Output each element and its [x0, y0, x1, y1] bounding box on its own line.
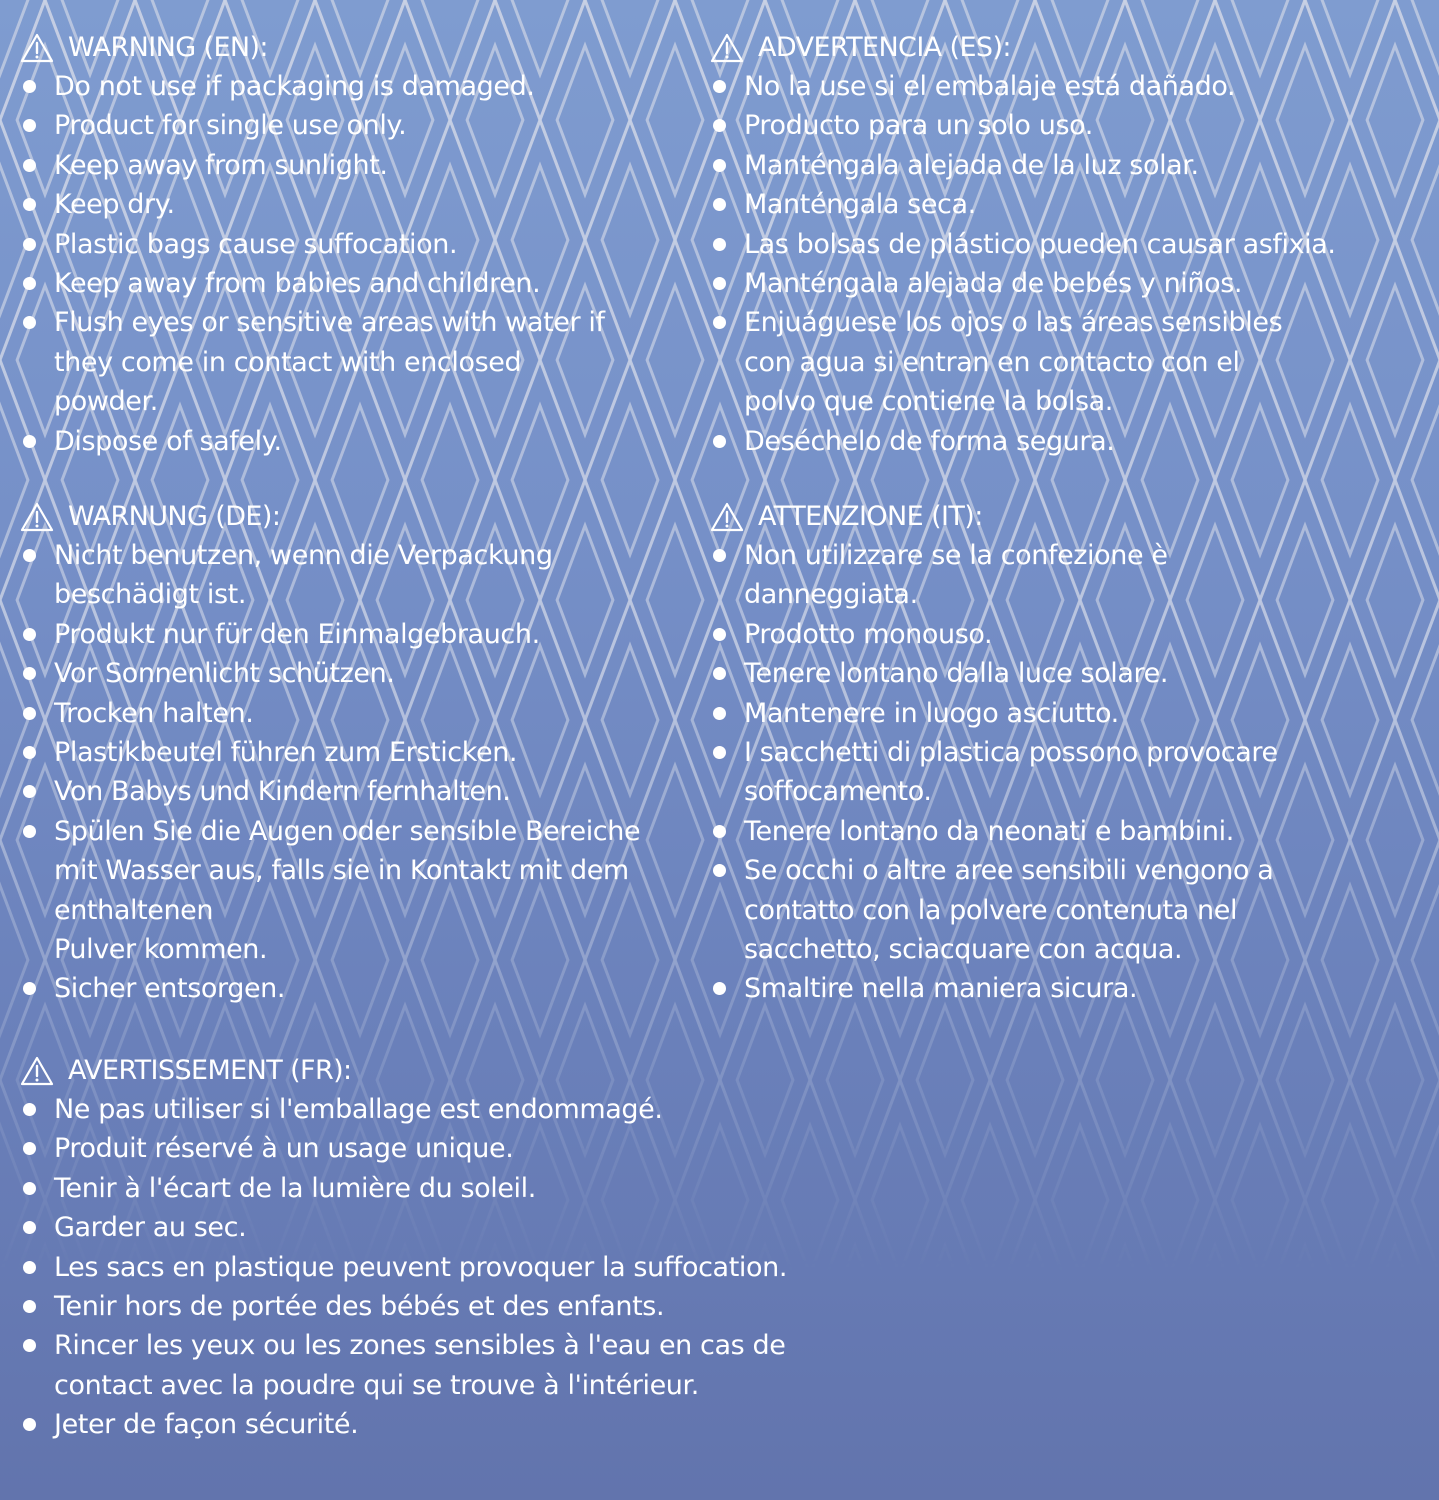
bullet-dot-icon — [713, 549, 726, 562]
bullet-dot-icon — [23, 1261, 36, 1274]
warning-item — [20, 106, 680, 145]
warning-item-text: Les sacs en plastique peuvent provoquer la suffocation. — [54, 1251, 787, 1283]
warning-triangle-icon — [710, 502, 744, 532]
warning-item-text: Tenere lontano dalla luce solare. — [744, 658, 1169, 690]
bullet-dot-icon — [23, 1339, 36, 1352]
warning-item-line: sacchetto, sciacquare con acqua. — [744, 934, 1183, 966]
warning-item-line: Rincer les yeux ou les zones sensibles à l'eau en cas de — [54, 1330, 786, 1362]
bullet-dot-icon — [23, 1221, 36, 1234]
warning-item-text: Product for single use only. — [54, 110, 407, 142]
warning-item — [20, 1405, 1020, 1444]
warning-section-es — [710, 28, 1435, 461]
bullet-dot-icon — [23, 628, 36, 641]
bullet-dot-icon — [713, 316, 726, 329]
warning-item-text: Trocken halten. — [54, 697, 254, 729]
warning-item — [710, 225, 1435, 264]
warning-item-text: Jeter de façon sécurité. — [54, 1409, 359, 1441]
warning-item — [710, 536, 1435, 615]
warning-item — [20, 772, 700, 811]
warning-item — [20, 615, 700, 654]
bullet-dot-icon — [23, 1300, 36, 1313]
warning-item — [710, 185, 1435, 224]
warning-triangle-icon — [20, 33, 54, 63]
section-heading — [20, 1051, 1020, 1090]
warning-item-line: I sacchetti di plastica possono provocare — [744, 737, 1278, 769]
bullet-dot-icon — [713, 982, 726, 995]
warning-item-text: Keep away from sunlight. — [54, 149, 388, 181]
section-heading — [20, 497, 700, 536]
warning-item-text: Ne pas utiliser si l'emballage est endommagé. — [54, 1094, 663, 1125]
section-heading — [20, 28, 680, 67]
warning-item — [20, 536, 700, 615]
section-heading — [710, 28, 1435, 67]
warning-section-de — [20, 497, 700, 1009]
warning-section-en — [20, 28, 680, 461]
bullet-dot-icon — [23, 238, 36, 251]
warning-item — [710, 67, 1435, 106]
bullet-dot-icon — [713, 746, 726, 759]
bullet-dot-icon — [713, 119, 726, 132]
warning-item — [20, 1326, 1020, 1405]
warning-item-line: Flush eyes or sensitive areas with water if — [54, 307, 605, 339]
warning-item-text: Prodotto monouso. — [744, 618, 993, 650]
section-heading-text: AVERTISSEMENT (FR): — [68, 1055, 352, 1086]
warning-list — [710, 67, 1435, 461]
warning-item — [20, 185, 680, 224]
warning-section-it — [710, 497, 1435, 1009]
bullet-dot-icon — [23, 825, 36, 838]
section-heading-text: WARNUNG (DE): — [68, 501, 281, 532]
bullet-dot-icon — [23, 667, 36, 680]
warning-item — [710, 106, 1435, 145]
warning-item-text: Tenere lontano da neonati e bambini. — [744, 815, 1234, 847]
warning-item-line: Pulver kommen. — [54, 934, 268, 966]
bullet-dot-icon — [713, 667, 726, 680]
warning-item-line: Se occhi o altre aree sensibili vengono a — [744, 855, 1274, 887]
warning-item — [20, 264, 680, 303]
warning-item-text: Keep dry. — [54, 189, 175, 221]
bullet-dot-icon — [713, 825, 726, 838]
bullet-dot-icon — [23, 785, 36, 798]
warning-item — [710, 615, 1435, 654]
warning-list — [20, 536, 700, 1009]
warning-item-line: Non utilizzare se la confezione è — [744, 540, 1168, 571]
warning-item — [710, 851, 1435, 969]
bullet-dot-icon — [23, 435, 36, 448]
section-heading — [710, 497, 1435, 536]
bullet-dot-icon — [23, 1142, 36, 1155]
bullet-dot-icon — [23, 549, 36, 562]
warning-item-text: Produit réservé à un usage unique. — [54, 1133, 514, 1165]
bullet-dot-icon — [713, 80, 726, 93]
bullet-dot-icon — [713, 435, 726, 448]
warning-item-line: contatto con la polvere contenuta nel — [744, 894, 1238, 926]
bullet-dot-icon — [23, 746, 36, 759]
bullet-dot-icon — [713, 277, 726, 290]
warning-item — [20, 67, 680, 106]
warning-item — [20, 1208, 1020, 1247]
bullet-dot-icon — [23, 277, 36, 290]
warning-item-text: Smaltire nella maniera sicura. — [744, 973, 1138, 1005]
warning-item — [20, 694, 700, 733]
section-heading-text: ADVERTENCIA (ES): — [758, 32, 1011, 63]
warning-item — [20, 225, 680, 264]
warning-item — [20, 969, 700, 1008]
warning-item — [710, 733, 1435, 812]
warning-item-text: Tenir hors de portée des bébés et des enfants. — [54, 1291, 665, 1323]
bullet-dot-icon — [23, 707, 36, 720]
warning-item-line: con agua si entran en contacto con el — [744, 346, 1240, 378]
warning-item-line: polvo que contiene la bolsa. — [744, 386, 1113, 418]
warning-item-text: Manténgala seca. — [744, 189, 976, 221]
warning-item-line: enthaltenen — [54, 894, 214, 926]
warning-item — [20, 1129, 1020, 1168]
warning-item-text: Sicher entsorgen. — [54, 973, 286, 1005]
warning-item — [710, 264, 1435, 303]
warning-item-text: No la use si el embalaje está dañado. — [744, 71, 1236, 102]
warning-list — [20, 67, 680, 461]
warning-item — [20, 1248, 1020, 1287]
warning-item-text: Von Babys und Kindern fernhalten. — [54, 776, 511, 808]
warning-section-fr — [20, 1051, 1020, 1445]
warning-list — [20, 1090, 1020, 1445]
warning-item — [20, 1287, 1020, 1326]
warning-item-line: Nicht benutzen, wenn die Verpackung — [54, 540, 553, 571]
warning-item — [20, 812, 700, 970]
warning-item-text: Produkt nur für den Einmalgebrauch. — [54, 618, 540, 650]
warning-item-text: Keep away from babies and children. — [54, 268, 541, 300]
warning-item — [20, 733, 700, 772]
warning-item-line: contact avec la poudre qui se trouve à l'intérieur. — [54, 1369, 699, 1401]
warning-item-text: Plastikbeutel führen zum Ersticken. — [54, 737, 518, 769]
bullet-dot-icon — [23, 316, 36, 329]
warning-item-text: Manténgala alejada de bebés y niños. — [744, 268, 1243, 300]
warning-item — [710, 654, 1435, 693]
warning-item — [20, 422, 680, 461]
bullet-dot-icon — [713, 864, 726, 877]
bullet-dot-icon — [23, 198, 36, 211]
warning-item-text: Dispose of safely. — [54, 425, 282, 457]
warning-item-text: Mantenere in luogo asciutto. — [744, 697, 1119, 729]
bullet-dot-icon — [713, 238, 726, 251]
warning-item — [20, 146, 680, 185]
warning-item-text: Manténgala alejada de la luz solar. — [744, 149, 1199, 181]
warning-item — [710, 303, 1435, 421]
warning-item-line: danneggiata. — [744, 579, 918, 611]
bullet-dot-icon — [23, 1103, 36, 1116]
warning-triangle-icon — [710, 33, 744, 63]
warning-item-line: mit Wasser aus, falls sie in Kontakt mit dem — [54, 855, 629, 887]
warning-item — [710, 969, 1435, 1008]
warning-item-line: powder. — [54, 386, 158, 418]
warning-item-line: Spülen Sie die Augen oder sensible Bereiche — [54, 815, 641, 847]
bullet-dot-icon — [23, 159, 36, 172]
warning-item — [20, 654, 700, 693]
warning-item-line: they come in contact with enclosed — [54, 346, 522, 378]
warning-item-text: Plastic bags cause suffocation. — [54, 228, 458, 260]
bullet-dot-icon — [23, 1182, 36, 1195]
warning-item-text: Tenir à l'écart de la lumière du soleil. — [54, 1172, 536, 1204]
warning-item-text: Vor Sonnenlicht schützen. — [54, 658, 395, 690]
warning-item — [710, 812, 1435, 851]
warning-item-line: beschädigt ist. — [54, 579, 247, 611]
bullet-dot-icon — [713, 198, 726, 211]
bullet-dot-icon — [713, 707, 726, 720]
warning-item — [710, 422, 1435, 461]
bullet-dot-icon — [23, 1418, 36, 1431]
warning-item — [710, 146, 1435, 185]
warning-triangle-icon — [20, 502, 54, 532]
section-heading-text: WARNING (EN): — [68, 32, 268, 63]
warning-item-text: Las bolsas de plástico pueden causar asfixia. — [744, 228, 1336, 260]
section-heading-text: ATTENZIONE (IT): — [758, 501, 983, 532]
bullet-dot-icon — [713, 159, 726, 172]
bullet-dot-icon — [23, 80, 36, 93]
warning-item-line: Enjuáguese los ojos o las áreas sensibles — [744, 307, 1283, 339]
warning-item — [20, 303, 680, 421]
warning-item-text: Garder au sec. — [54, 1212, 247, 1244]
bullet-dot-icon — [23, 119, 36, 132]
warning-item-text: Do not use if packaging is damaged. — [54, 71, 535, 102]
warning-list — [710, 536, 1435, 1009]
warning-item — [20, 1090, 1020, 1129]
warning-item — [20, 1169, 1020, 1208]
warning-item — [710, 694, 1435, 733]
bullet-dot-icon — [23, 982, 36, 995]
warning-item-text: Producto para un solo uso. — [744, 110, 1093, 142]
warning-item-text: Deséchelo de forma segura. — [744, 425, 1115, 457]
warning-triangle-icon — [20, 1056, 54, 1086]
bullet-dot-icon — [713, 628, 726, 641]
warning-item-line: soffocamento. — [744, 776, 932, 808]
